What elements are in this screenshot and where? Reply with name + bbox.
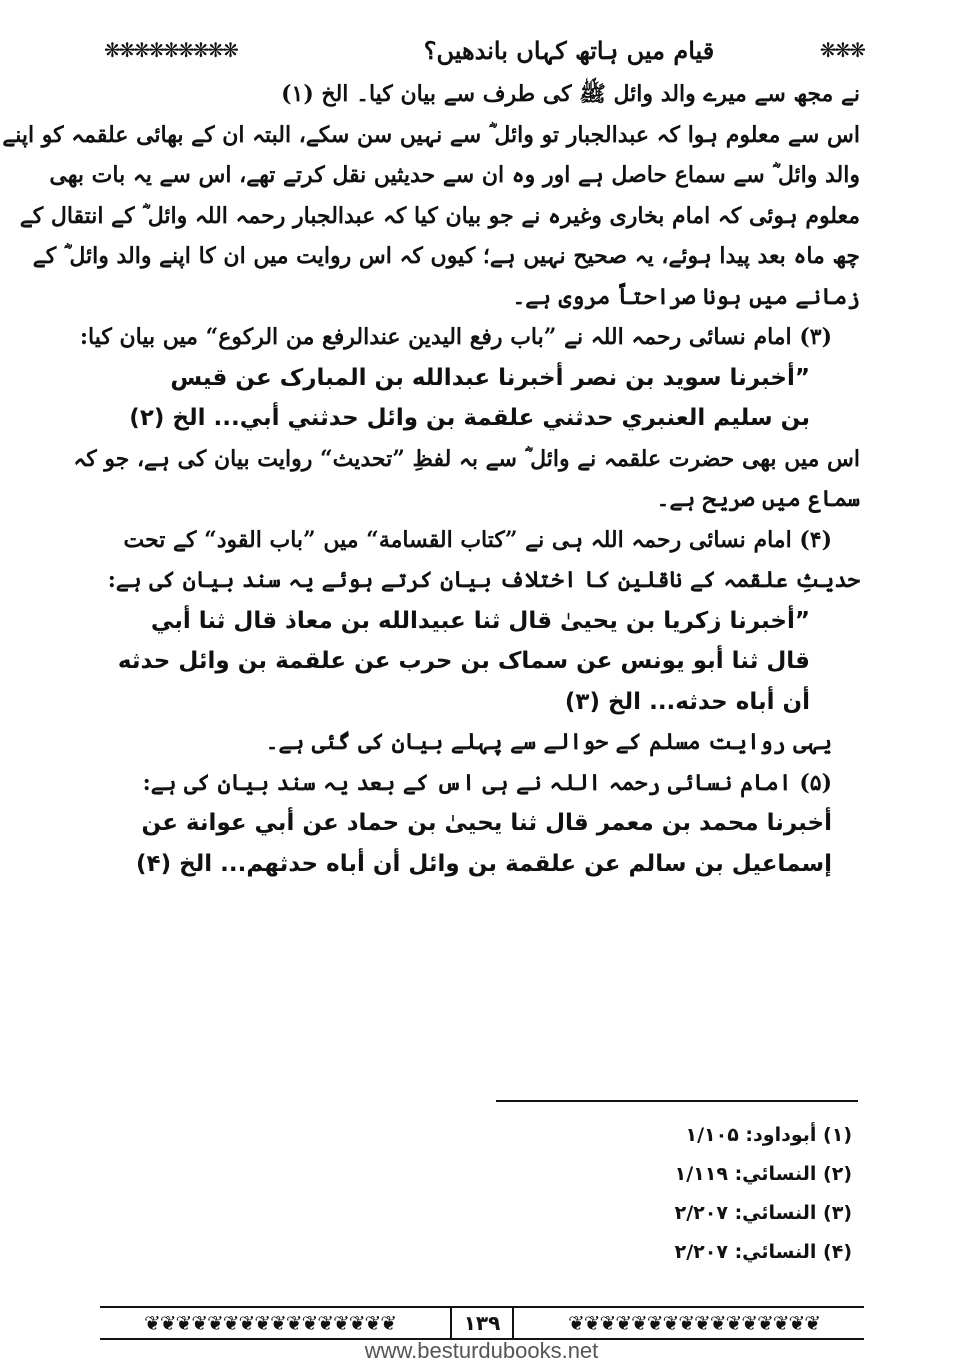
footnotes — [500, 1116, 852, 1272]
text-line: اس سے معلوم ہوا کہ عبدالجبار تو وائل ؓ سے نہیں سن سکے، البتہ ان کے بھائی علقمہ کو اپنے — [2, 121, 860, 148]
text-line: (۳) امام نسائی رحمہ اللہ نے ”باب رفع اليدين عندالرفع من الركوع“ میں بیان کیا: — [79, 324, 832, 350]
text-line: یہی روایت مسلم کے حوالے سے پہلے بیان کی گئی ہے۔ — [265, 729, 832, 755]
footnote: (۴) النسائي: ۲/۲۰۷ — [674, 1241, 852, 1263]
arabic-quote-line: أخبرنا محمد بن معمر قال ثنا يحيىٰ بن حماد عن أبي عوانة عن — [141, 810, 832, 836]
arabic-quote-line: أن أباه حدثه... الخ (۳) — [564, 688, 810, 715]
text-line: حدیثِ علقمہ کے ناقلین کا اختلاف بیان کرتے ہوئے یہ سند بیان کی ہے: — [107, 567, 860, 593]
page-footer — [100, 1306, 864, 1340]
text-line: والد وائل ؓ سے سماع حاصل ہے اور وہ ان سے حدیثیں نقل کرتے تھے، اس سے یہ بات بھی — [49, 162, 860, 188]
footnote: (۱) أبوداود: ۱/۱۰۵ — [685, 1124, 852, 1146]
arabic-quote-line: ”أخبرنا زكريا بن يحيىٰ قال ثنا عبيدالله بن معاذ قال ثنا أبي — [150, 607, 810, 634]
footnote: (۳) النسائي: ۲/۲۰۷ — [674, 1202, 852, 1224]
running-title: قیام میں ہاتھ کہاں باندھیں؟ — [423, 35, 715, 65]
text-line: سماع میں صریح ہے۔ — [656, 486, 860, 512]
footer-ornament-right: ❦❦❦❦❦❦❦❦❦❦❦❦❦❦❦❦ — [567, 1311, 821, 1335]
header-ornament-left: ❋❋❋❋❋❋❋❋❋ — [104, 38, 237, 62]
arabic-quote-line: ”أخبرنا سويد بن نصر أخبرنا عبدالله بن المبارک عن قيس — [170, 364, 810, 391]
text-line: (۴) امام نسائی رحمہ اللہ ہی نے ”کتاب القسامة“ میں ”باب القود“ کے تحت — [123, 526, 832, 553]
text-line: اس میں بھی حضرت علقمہ نے وائل ؓ سے بہ لفظِ ”تحدیث“ روایت بیان کی ہے، جو کہ — [73, 445, 860, 472]
footnote: (۲) النسائي: ۱/۱۱۹ — [674, 1163, 852, 1185]
arabic-quote-line: بن سليم العنبري حدثني علقمة بن وائل حدثني أبي... الخ (۲) — [129, 405, 810, 431]
footer-ornament-left: ❦❦❦❦❦❦❦❦❦❦❦❦❦❦❦❦ — [143, 1311, 397, 1335]
page-number: ۱۳۹ — [450, 1308, 514, 1338]
page-body — [2, 74, 860, 884]
page-header — [104, 30, 864, 70]
text-line: چھ ماہ بعد پیدا ہوئے، یہ صحیح نہیں ہے؛ کیوں کہ اس روایت میں ان کا اپنے والد وائل ؓ کے — [32, 243, 860, 269]
arabic-quote-line: إسماعيل بن سالم عن علقمة بن وائل أن أباه حدثهم... الخ (۴) — [136, 850, 832, 877]
text-line: (۵) امام نسائی رحمہ اللہ نے ہی اس کے بعد یہ سند بیان کی ہے: — [142, 769, 832, 796]
watermark-url: www.besturdubooks.net — [364, 1338, 599, 1363]
footnote-separator — [496, 1100, 858, 1102]
arabic-quote-line: قال ثنا أبو يونس عن سماک بن حرب عن علقمة بن وائل حدثه — [117, 648, 810, 674]
text-line: نے مجھ سے میرے والد وائل ﷺ کی طرف سے بیان کیا۔ الخ (۱) — [281, 81, 860, 107]
text-line: زمانے میں ہونا صراحتاً مروی ہے۔ — [512, 283, 860, 310]
header-ornament-right: ❋❋❋ — [819, 38, 864, 62]
text-line: معلوم ہوئی کہ امام بخاری وغیرہ نے جو بیان کیا کہ عبدالجبار رحمہ اللہ وائل ؓ کے انتقال کے — [19, 202, 860, 229]
